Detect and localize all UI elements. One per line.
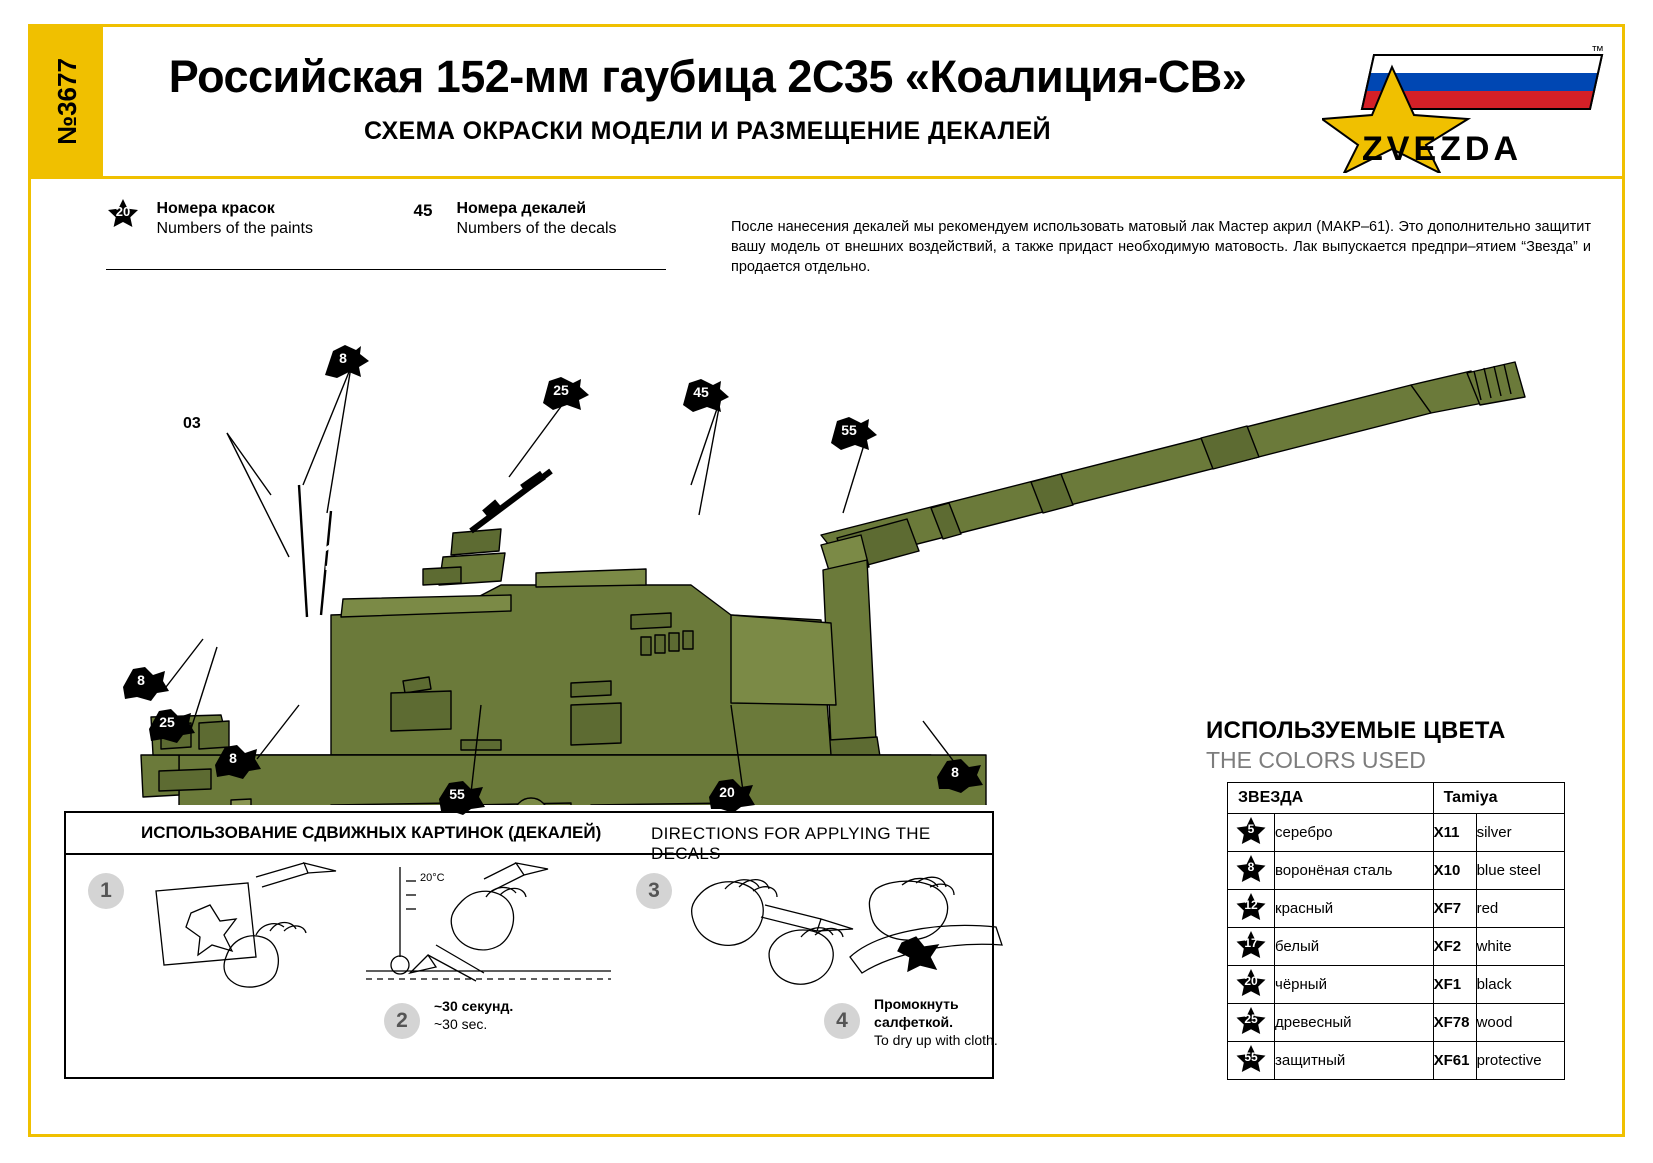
- color-badge-number: 17: [1244, 936, 1258, 950]
- color-badge-cell: [1228, 890, 1275, 928]
- colors-table: [1227, 782, 1565, 1080]
- title-block: [103, 27, 1312, 176]
- star-badge-icon: [1234, 1045, 1268, 1072]
- step-2-caption-en: ~30 sec.: [434, 1016, 488, 1032]
- color-name-ru: воронёная сталь: [1275, 852, 1434, 890]
- callout-number: 8: [137, 672, 145, 688]
- colors-used-title: [1206, 717, 1506, 774]
- table-row: [1228, 890, 1565, 928]
- decal-instructions-box: [64, 811, 998, 1079]
- kit-number-badge: [31, 27, 103, 176]
- star-badge-icon: [1234, 1007, 1268, 1034]
- color-badge-cell: [1228, 814, 1275, 852]
- callout-number: 8: [229, 750, 237, 766]
- color-code: XF78: [1433, 1004, 1476, 1042]
- callout-number: 55: [449, 786, 465, 802]
- callout-25-front: [149, 709, 185, 739]
- legend-keys: [106, 199, 666, 270]
- instruction-sheet: [28, 24, 1625, 1137]
- paint-badge-number: 20: [115, 204, 131, 219]
- page-title: Российская 152-мм гаубица 2С35 «Коалиция-СВ»: [168, 51, 1247, 102]
- color-name-ru: красный: [1275, 890, 1434, 928]
- color-name-en: blue steel: [1476, 852, 1564, 890]
- step-2-number: 2: [384, 1003, 420, 1039]
- table-row: [1228, 852, 1565, 890]
- page-subtitle: СХЕМА ОКРАСКИ МОДЕЛИ И РАЗМЕЩЕНИЕ ДЕКАЛЕЙ: [363, 117, 1052, 145]
- brand-name: ZVEZDA: [1362, 130, 1522, 168]
- step-1-number: 1: [88, 873, 124, 909]
- color-badge-number: 8: [1247, 860, 1255, 874]
- table-row: [1228, 928, 1565, 966]
- trademark-symbol: ™: [1591, 43, 1604, 58]
- color-badge-cell: [1228, 1042, 1275, 1080]
- color-badge-number: 12: [1244, 898, 1258, 912]
- table-row: [1228, 1042, 1565, 1080]
- legend-row: [31, 179, 1622, 287]
- color-name-ru: защитный: [1275, 1042, 1434, 1080]
- color-name-en: wood: [1476, 1004, 1564, 1042]
- decal-title-ru: ИСПОЛЬЗОВАНИЕ СДВИЖНЫХ КАРТИНОК (ДЕКАЛЕЙ): [141, 823, 602, 842]
- hull-number-decal: 123: [323, 535, 393, 579]
- kit-number-text: №3677: [51, 58, 82, 145]
- legend-paints: [106, 199, 313, 239]
- decal-title-en: DIRECTIONS FOR APPLYING THE DECALS: [651, 824, 931, 863]
- colors-header-tamiya: Tamiya: [1433, 783, 1564, 814]
- step-3-number: 3: [636, 873, 672, 909]
- color-code: X11: [1433, 814, 1476, 852]
- step-4-number: 4: [824, 1003, 860, 1039]
- step-4-caption-en: To dry up with cloth.: [874, 1032, 998, 1048]
- color-code: XF61: [1433, 1042, 1476, 1080]
- svg-text:20°C: 20°C: [420, 872, 445, 884]
- colors-title-en: THE COLORS USED: [1206, 747, 1426, 773]
- callout-8-antenna: [325, 345, 361, 375]
- callout-8-front: [123, 667, 159, 697]
- colors-header-zvezda: ЗВЕЗДА: [1228, 783, 1434, 814]
- color-badge-cell: [1228, 928, 1275, 966]
- varnish-notice: После нанесения декалей мы рекомендуем использовать матовый лак Мастер акрил (МАКР–61). Это дополнительно защитит вашу модель от внешних воздействий, а также придаст необходимую матовость. Лак выпускается предпри–ятием “Звезда” и продается отдельно.: [731, 219, 1591, 275]
- step-2-caption: [434, 997, 513, 1033]
- callout-55-wheels: [439, 781, 475, 811]
- legend-decals-en: Numbers of the decals: [456, 220, 617, 237]
- color-name-en: black: [1476, 966, 1564, 1004]
- color-code: XF2: [1433, 928, 1476, 966]
- callout-8-rear: [937, 759, 973, 789]
- legend-paints-ru: Номера красок: [156, 200, 275, 217]
- color-name-ru: серебро: [1275, 814, 1434, 852]
- star-badge-icon: [1234, 931, 1268, 958]
- color-badge-cell: [1228, 852, 1275, 890]
- decal-instructions-header: [66, 813, 992, 863]
- callout-number: 20: [719, 784, 735, 800]
- brand-logo: [1322, 33, 1612, 173]
- callout-55-barrel-lock: [831, 417, 867, 447]
- color-badge-cell: [1228, 966, 1275, 1004]
- color-badge-number: 55: [1244, 1050, 1258, 1064]
- callout-8-idler: [215, 745, 251, 775]
- callout-45-turret: [683, 379, 719, 409]
- callout-number: 45: [693, 384, 709, 400]
- color-name-ru: древесный: [1275, 1004, 1434, 1042]
- colors-table-header-row: [1228, 783, 1565, 814]
- header: [31, 27, 1622, 179]
- callout-number: 8: [951, 764, 959, 780]
- callout-25-mg: [543, 377, 579, 407]
- star-badge-icon: [1234, 817, 1268, 844]
- table-row: [1228, 966, 1565, 1004]
- color-badge-number: 5: [1247, 822, 1255, 836]
- callout-number: 8: [339, 350, 347, 366]
- table-row: [1228, 814, 1565, 852]
- callout-20-tracks: [709, 779, 745, 809]
- color-name-en: protective: [1476, 1042, 1564, 1080]
- star-badge-icon: [1234, 969, 1268, 996]
- step-2-caption-ru: ~30 секунд.: [434, 998, 514, 1014]
- color-badge-number: 20: [1244, 974, 1258, 988]
- callout-number: 25: [159, 714, 175, 730]
- color-badge-cell: [1228, 1004, 1275, 1042]
- color-code: XF7: [1433, 890, 1476, 928]
- legend-decals-ru: Номера декалей: [456, 200, 587, 217]
- color-name-ru: белый: [1275, 928, 1434, 966]
- color-name-en: white: [1476, 928, 1564, 966]
- paint-star-icon: [106, 199, 140, 227]
- color-name-ru: чёрный: [1275, 966, 1434, 1004]
- color-badge-number: 25: [1244, 1012, 1258, 1026]
- step-4-caption-ru: Промокнуть салфеткой.: [874, 996, 959, 1030]
- color-code: XF1: [1433, 966, 1476, 1004]
- color-name-en: silver: [1476, 814, 1564, 852]
- color-name-en: red: [1476, 890, 1564, 928]
- star-badge-icon: [1234, 893, 1268, 920]
- step-2-illustration: [366, 861, 611, 1001]
- color-code: X10: [1433, 852, 1476, 890]
- table-row: [1228, 1004, 1565, 1042]
- callout-number: 55: [841, 422, 857, 438]
- legend-decals: [406, 199, 617, 239]
- label-03: 03: [183, 415, 201, 432]
- decal-badge-number: 45: [413, 201, 433, 220]
- callout-number: 25: [553, 382, 569, 398]
- legend-paints-en: Numbers of the paints: [156, 220, 313, 237]
- step-4-illustration: [846, 871, 1006, 991]
- step-1-illustration: [136, 861, 351, 996]
- star-badge-icon: [1234, 855, 1268, 882]
- step-4-caption: [874, 995, 1034, 1049]
- colors-title-ru: ИСПОЛЬЗУЕМЫЕ ЦВЕТА: [1206, 717, 1506, 744]
